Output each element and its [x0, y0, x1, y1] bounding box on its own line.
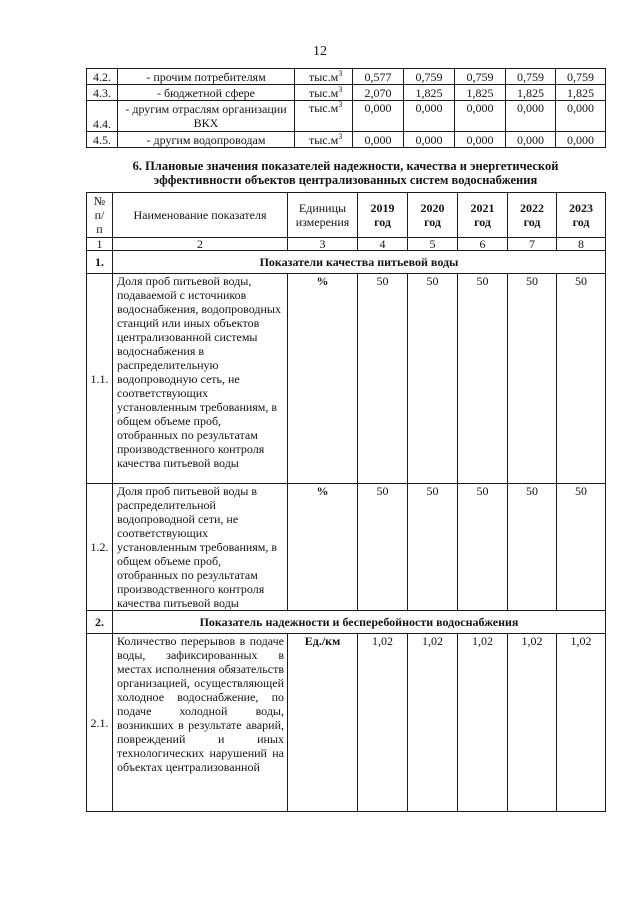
- cell-value: 0,000: [556, 132, 606, 148]
- row-unit: $тыс.м^3$: [295, 85, 353, 101]
- section-row: [87, 251, 606, 274]
- header-name: Наименование показателя: [113, 193, 288, 238]
- row-label: - другим отраслям организации ВКХ: [118, 101, 295, 132]
- row-number: 4.2.: [87, 69, 118, 85]
- cell-value: 2,070: [353, 85, 404, 101]
- header-year: 2022 год: [508, 193, 557, 238]
- cell-value: 0,000: [404, 101, 455, 132]
- row-unit: Ед./км: [288, 634, 358, 812]
- cell-value: 50: [508, 484, 557, 611]
- column-index: 6: [458, 238, 508, 251]
- table-row: [87, 274, 606, 484]
- cell-value: 0,000: [506, 132, 556, 148]
- column-index: 1: [87, 238, 113, 251]
- indicators-table: [86, 192, 606, 812]
- cell-value: 0,000: [353, 132, 404, 148]
- section-number: 1.: [87, 251, 113, 274]
- cell-value: 50: [358, 484, 408, 611]
- cell-value: 0,000: [353, 101, 404, 132]
- row-unit: %: [288, 274, 358, 484]
- column-index: 8: [557, 238, 606, 251]
- column-index: 4: [358, 238, 408, 251]
- cell-value: 0,759: [506, 69, 556, 85]
- page-number: 12: [313, 44, 327, 59]
- section-number: 2.: [87, 611, 113, 634]
- cell-value: 0,759: [556, 69, 606, 85]
- cell-value: 1,02: [358, 634, 408, 812]
- section-title-line: 6. Плановые значения показателей надежности, качества и энергетической: [132, 159, 559, 173]
- cell-value: 1,02: [458, 634, 508, 812]
- row-number: 1.2.: [87, 484, 113, 611]
- cell-value: 0,000: [506, 101, 556, 132]
- row-label: - другим водопроводам: [118, 132, 295, 148]
- section-heading: Показатели качества питьевой воды: [113, 251, 606, 274]
- table-row: [87, 484, 606, 611]
- cell-value: 50: [458, 274, 508, 484]
- section-title-line: эффективности объектов централизованных систем водоснабжения: [153, 173, 538, 187]
- section-heading: Показатель надежности и бесперебойности водоснабжения: [113, 611, 606, 634]
- header-num: № п/ п: [87, 193, 113, 238]
- cell-value: 1,825: [556, 85, 606, 101]
- cell-value: 1,02: [557, 634, 606, 812]
- header-unit: Единицы измерения: [288, 193, 358, 238]
- cell-value: 0,000: [556, 101, 606, 132]
- cell-value: 1,825: [506, 85, 556, 101]
- cell-value: 50: [557, 274, 606, 484]
- cell-value: 50: [408, 484, 458, 611]
- cell-value: 0,759: [455, 69, 506, 85]
- cell-value: 50: [358, 274, 408, 484]
- header-year: 2021 год: [458, 193, 508, 238]
- row-description: Количество перерывов в подаче воды, зафиксированных в местах исполнения обязательств организацией, осуществляющей холодное водоснабжение, по подаче холодной воды, возникших в результате аварий, повреждений и иных технологических нарушений на объектах централизованной: [113, 634, 288, 812]
- table-row: [87, 69, 606, 85]
- row-unit: $тыс.м^3$: [295, 69, 353, 85]
- section-title: [86, 159, 605, 187]
- cell-value: 1,825: [404, 85, 455, 101]
- cell-value: 50: [408, 274, 458, 484]
- column-index: 7: [508, 238, 557, 251]
- row-number: 4.3.: [87, 85, 118, 101]
- cell-value: 0,000: [404, 132, 455, 148]
- cell-value: 0,759: [404, 69, 455, 85]
- header-year: 2019 год: [358, 193, 408, 238]
- cell-value: 0,000: [455, 132, 506, 148]
- table-row: [87, 132, 606, 148]
- row-number: 1.1.: [87, 274, 113, 484]
- column-index: 2: [113, 238, 288, 251]
- row-number: 4.5.: [87, 132, 118, 148]
- row-label: - прочим потребителям: [118, 69, 295, 85]
- table-header-row: [87, 193, 606, 238]
- header-year: 2023 год: [557, 193, 606, 238]
- table-row: [87, 101, 606, 132]
- row-description: Доля проб питьевой воды в распределительной водопроводной сети, не соответствующих установленным требованиям, в общем объеме проб, отобранных по результатам производственного контроля качества питьевой воды: [113, 484, 288, 611]
- section-row: [87, 611, 606, 634]
- row-unit: %: [288, 484, 358, 611]
- column-index: 5: [408, 238, 458, 251]
- cell-value: 1,825: [455, 85, 506, 101]
- table-row: [87, 85, 606, 101]
- cell-value: 50: [458, 484, 508, 611]
- consumption-table: [86, 68, 606, 148]
- row-unit: $тыс.м^3$: [295, 132, 353, 148]
- row-label: - бюджетной сфере: [118, 85, 295, 101]
- cell-value: 0,577: [353, 69, 404, 85]
- cell-value: 50: [557, 484, 606, 611]
- header-year: 2020 год: [408, 193, 458, 238]
- table-row: [87, 634, 606, 812]
- column-index-row: [87, 238, 606, 251]
- row-number: 4.4.: [87, 101, 118, 132]
- row-unit: $тыс.м^3$: [295, 101, 353, 132]
- row-number: 2.1.: [87, 634, 113, 812]
- cell-value: 0,000: [455, 101, 506, 132]
- column-index: 3: [288, 238, 358, 251]
- cell-value: 1,02: [508, 634, 557, 812]
- cell-value: 1,02: [408, 634, 458, 812]
- row-description: Доля проб питьевой воды, подаваемой с источников водоснабжения, водопроводных станций или иных объектов централизованной системы водоснабжения в распределительную водопроводную сеть, не соответствующих установленным требованиям, в общем объеме проб, отобранных по результатам производственного контроля качества питьевой воды: [113, 274, 288, 484]
- cell-value: 50: [508, 274, 557, 484]
